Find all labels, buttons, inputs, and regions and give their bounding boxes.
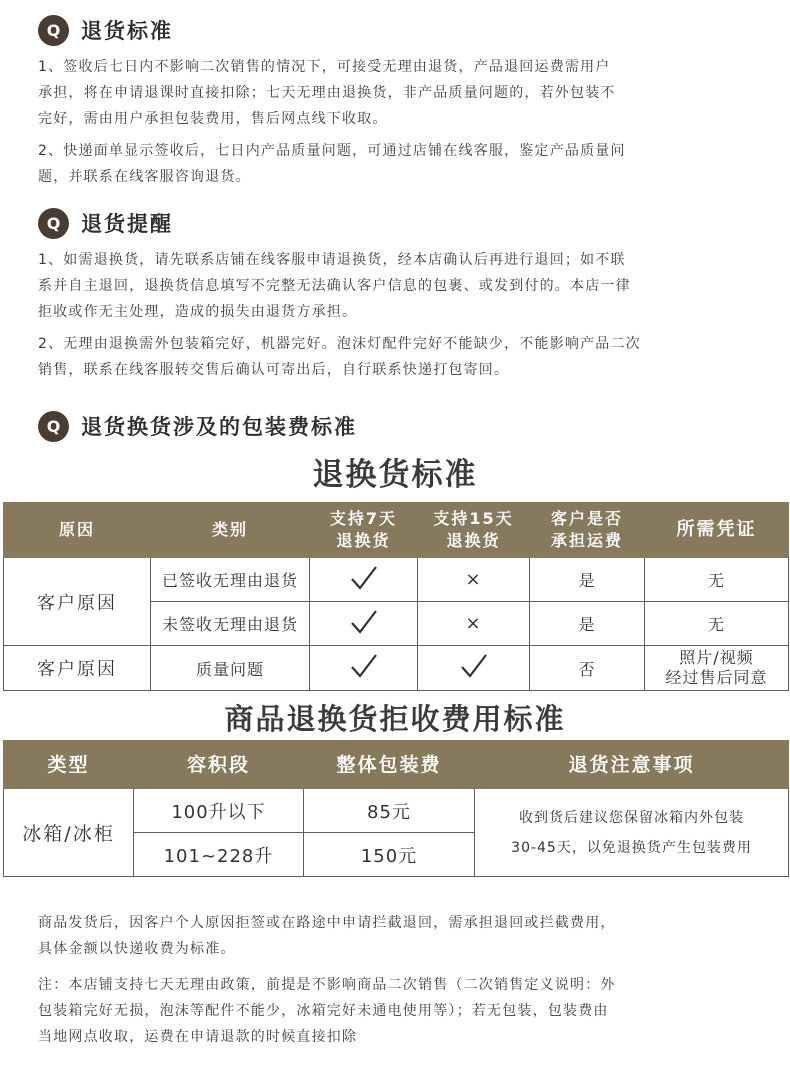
range-cell: 101~228升 xyxy=(134,833,304,877)
checkmark-icon xyxy=(350,653,378,679)
section-heading xyxy=(38,205,790,241)
checkmark-icon xyxy=(350,609,378,635)
category-cell: 未签收无理由退货 xyxy=(151,602,310,646)
section-heading xyxy=(38,408,790,444)
cross-icon: × xyxy=(465,613,482,634)
table-row xyxy=(4,646,789,691)
section-title: 退货换货涉及的包装费标准 xyxy=(81,415,357,439)
support15-cell xyxy=(418,558,530,602)
section-return-reminder xyxy=(0,205,790,383)
reason-cell: 客户原因 xyxy=(4,558,151,646)
category-cell: 质量问题 xyxy=(151,646,310,691)
table-row xyxy=(4,558,789,602)
header-range: 容积段 xyxy=(134,741,304,789)
header-support-15: 支持15天 退换货 xyxy=(418,503,530,558)
q-badge-icon: Q xyxy=(38,208,69,239)
support7-cell xyxy=(310,646,418,691)
header-freight: 客户是否 承担运费 xyxy=(530,503,645,558)
paragraph-2: 2、快递面单显示签收后，七日内产品质量问题，可通过店铺在线客服，鉴定产品质量问 题，并联系在线客服咨询退货。 xyxy=(38,143,626,185)
section-title: 退货标准 xyxy=(81,19,173,43)
header-reason: 原因 xyxy=(4,503,151,558)
table1-title: 退换货标准 xyxy=(312,457,478,493)
proof-cell: 无 xyxy=(645,558,789,602)
note-cell: 收到货后建议您保留冰箱内外包装 30-45天，以免退换货产生包装费用 xyxy=(475,789,789,877)
footer-paragraph-1: 商品发货后，因客户个人原因拒签或在路途中申请拦截退回，需承担退回或拦截费用， 具体金额以快递收费为标准。 xyxy=(38,915,616,957)
freight-cell: 否 xyxy=(530,646,645,691)
q-badge-icon: Q xyxy=(38,15,69,46)
header-proof: 所需凭证 xyxy=(645,503,789,558)
paragraph-1: 1、签收后七日内不影响二次销售的情况下，可接受无理由退货，产品退回运费需用户 承担，将在申请退课时直接扣除；七天无理由退换货，非产品质量问题的，若外包装不 完好，需由用户承担包装费用，售后网点线下收取。 xyxy=(38,59,616,127)
support7-cell xyxy=(310,558,418,602)
table-header-row xyxy=(4,503,789,558)
cross-icon: × xyxy=(465,569,482,590)
return-standard-table xyxy=(3,502,789,691)
support15-cell xyxy=(418,646,530,691)
reject-fee-table xyxy=(3,740,789,877)
header-type: 类型 xyxy=(4,741,134,789)
paragraph-2: 2、无理由退换需外包装箱完好，机器完好。泡沫灯配件完好不能缺少，不能影响产品二次 销售，联系在线客服转交售后确认可寄出后，自行联系快递打包寄回。 xyxy=(38,336,641,378)
section-return-standard xyxy=(0,12,790,190)
freight-cell: 是 xyxy=(530,602,645,646)
support15-cell xyxy=(418,602,530,646)
category-cell: 已签收无理由退货 xyxy=(151,558,310,602)
type-cell: 冰箱/冰柜 xyxy=(4,789,134,877)
support7-cell xyxy=(310,602,418,646)
section-heading xyxy=(38,12,790,48)
header-fee: 整体包装费 xyxy=(304,741,475,789)
table-row xyxy=(4,789,789,833)
fee-cell: 150元 xyxy=(304,833,475,877)
header-support-7: 支持7天 退换货 xyxy=(310,503,418,558)
q-badge-icon: Q xyxy=(38,411,69,442)
section-title: 退货提醒 xyxy=(81,212,173,236)
range-cell: 100升以下 xyxy=(134,789,304,833)
table-header-row xyxy=(4,741,789,789)
proof-cell: 无 xyxy=(645,602,789,646)
checkmark-icon xyxy=(350,565,378,591)
fee-cell: 85元 xyxy=(304,789,475,833)
paragraph-1: 1、如需退换货，请先联系店铺在线客服申请退换货，经本店确认后再进行退回；如不联 系并自主退回，退换货信息填写不完整无法确认客户信息的包裹、或发到付的。本店一律 拒收或作无主处理，造成的损失由退货方承担。 xyxy=(38,252,631,320)
footer-notes xyxy=(0,910,790,1050)
reason-cell: 客户原因 xyxy=(4,646,151,691)
table2-title: 商品退换货拒收费用标准 xyxy=(224,702,566,736)
header-note: 退货注意事项 xyxy=(475,741,789,789)
proof-cell: 照片/视频 经过售后同意 xyxy=(645,646,789,691)
footer-paragraph-2: 注：本店铺支持七天无理由政策，前提是不影响商品二次销售（二次销售定义说明：外 包装箱完好无损，泡沫等配件不能少，冰箱完好未通电使用等）；若无包装，包装费由 当地网点收取，运费在申请退款的时候直接扣除 xyxy=(38,977,616,1045)
header-category: 类别 xyxy=(151,503,310,558)
section-packaging-fee xyxy=(0,408,790,444)
checkmark-icon xyxy=(460,653,488,679)
freight-cell: 是 xyxy=(530,558,645,602)
